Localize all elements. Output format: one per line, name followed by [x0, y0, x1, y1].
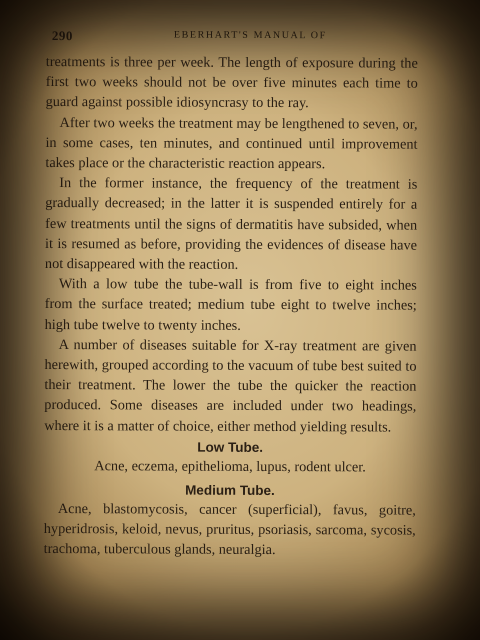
paragraph-3: In the former instance, the frequency of the treatment is gradually decreased; in the latter it is suspended entirely for a few treatments until the signs of dermatitis have subsided, when it is resumed as before, providing the evidences of disease have not disappeared with the reaction.	[44, 175, 418, 273]
medium-tube-list: Acne, blastomycosis, cancer (superficial), favus, goitre, hyperidrosis, keloid, nevus, pruritus, psoriasis, sarcoma, sycosis, trachoma, tuberculous glands, neuralgia.	[43, 501, 416, 559]
paragraph-4: With a low tube the tube-wall is from five to eight inches from the surface treated; medium tube eight to twelve inches; high tube twelve to twenty inches.	[44, 276, 417, 334]
low-tube-heading: Low Tube.	[197, 439, 264, 455]
paragraph-5: A number of diseases suitable for X-ray treatment are given herewith, grouped according to the vacuum of tube best suited to their treatment. The lower the tube the quicker the reaction produced. Some diseases are included under two headings, where it is a matter of choice, either method yielding results.	[44, 336, 417, 436]
paragraph-2: After two weeks the treatment may be lengthened to seven, or, in some cases, ten minutes, and continued until improvement takes place or the characteristic reaction appears.	[45, 114, 418, 173]
running-head	[46, 22, 418, 46]
running-title: EBERHART'S MANUAL OF	[173, 29, 327, 42]
low-tube-list: Acne, eczema, epithelioma, lupus, rodent ulcer.	[94, 458, 366, 476]
body-text	[44, 52, 418, 561]
page-number: 290	[51, 28, 73, 44]
page-content	[44, 22, 418, 561]
paragraph-1: treatments is three per week. The length of exposure during the first two weeks should not be over five minutes each time to guard against possible idiosyncrasy to the ray.	[45, 53, 418, 112]
medium-tube-heading: Medium Tube.	[185, 482, 275, 499]
